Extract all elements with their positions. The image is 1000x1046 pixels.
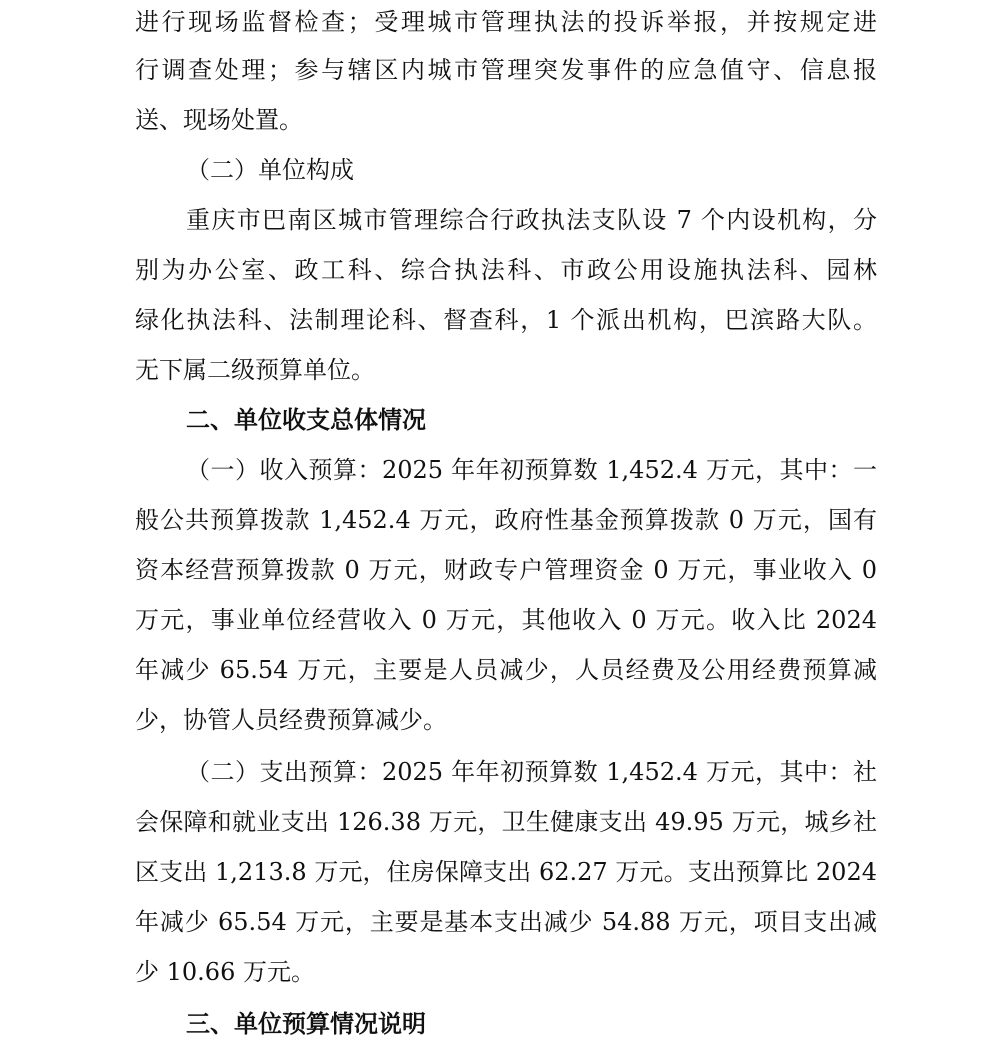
paragraph-line: 会保障和就业支出 126.38 万元，卫生健康支出 49.95 万元，城乡社: [135, 808, 877, 836]
section-subheading: （二）单位构成: [186, 156, 354, 184]
paragraph-line: 少，协管人员经费预算减少。: [135, 706, 447, 734]
paragraph-line: 绿化执法科、法制理论科、督查科，1 个派出机构，巴滨路大队。: [135, 306, 877, 334]
paragraph-line: 无下属二级预算单位。: [135, 356, 375, 384]
paragraph-line: 资本经营预算拨款 0 万元，财政专户管理资金 0 万元，事业收入 0: [135, 556, 877, 584]
paragraph-line: 少 10.66 万元。: [135, 958, 315, 986]
paragraph-line: 别为办公室、政工科、综合执法科、市政公用设施执法科、园林: [135, 256, 877, 284]
paragraph-line: 重庆市巴南区城市管理综合行政执法支队设 7 个内设机构，分: [186, 206, 877, 234]
paragraph-line: （一）收入预算：2025 年年初预算数 1,452.4 万元，其中：一: [186, 456, 877, 484]
section-heading: 二、单位收支总体情况: [186, 406, 426, 434]
paragraph-line: 万元，事业单位经营收入 0 万元，其他收入 0 万元。收入比 2024: [135, 606, 877, 634]
paragraph-line: 行调查处理；参与辖区内城市管理突发事件的应急值守、信息报: [135, 56, 877, 84]
paragraph-line: 送、现场处置。: [135, 106, 303, 134]
paragraph-line: 进行现场监督检查；受理城市管理执法的投诉举报，并按规定进: [135, 8, 877, 36]
paragraph-line: 年减少 65.54 万元，主要是基本支出减少 54.88 万元，项目支出减: [135, 908, 877, 936]
paragraph-line: （二）支出预算：2025 年年初预算数 1,452.4 万元，其中：社: [186, 758, 877, 786]
paragraph-line: 年减少 65.54 万元，主要是人员减少，人员经费及公用经费预算减: [135, 656, 877, 684]
paragraph-line: 般公共预算拨款 1,452.4 万元，政府性基金预算拨款 0 万元，国有: [135, 506, 877, 534]
paragraph-line: 区支出 1,213.8 万元，住房保障支出 62.27 万元。支出预算比 2024: [135, 858, 877, 886]
section-heading: 三、单位预算情况说明: [186, 1010, 426, 1038]
